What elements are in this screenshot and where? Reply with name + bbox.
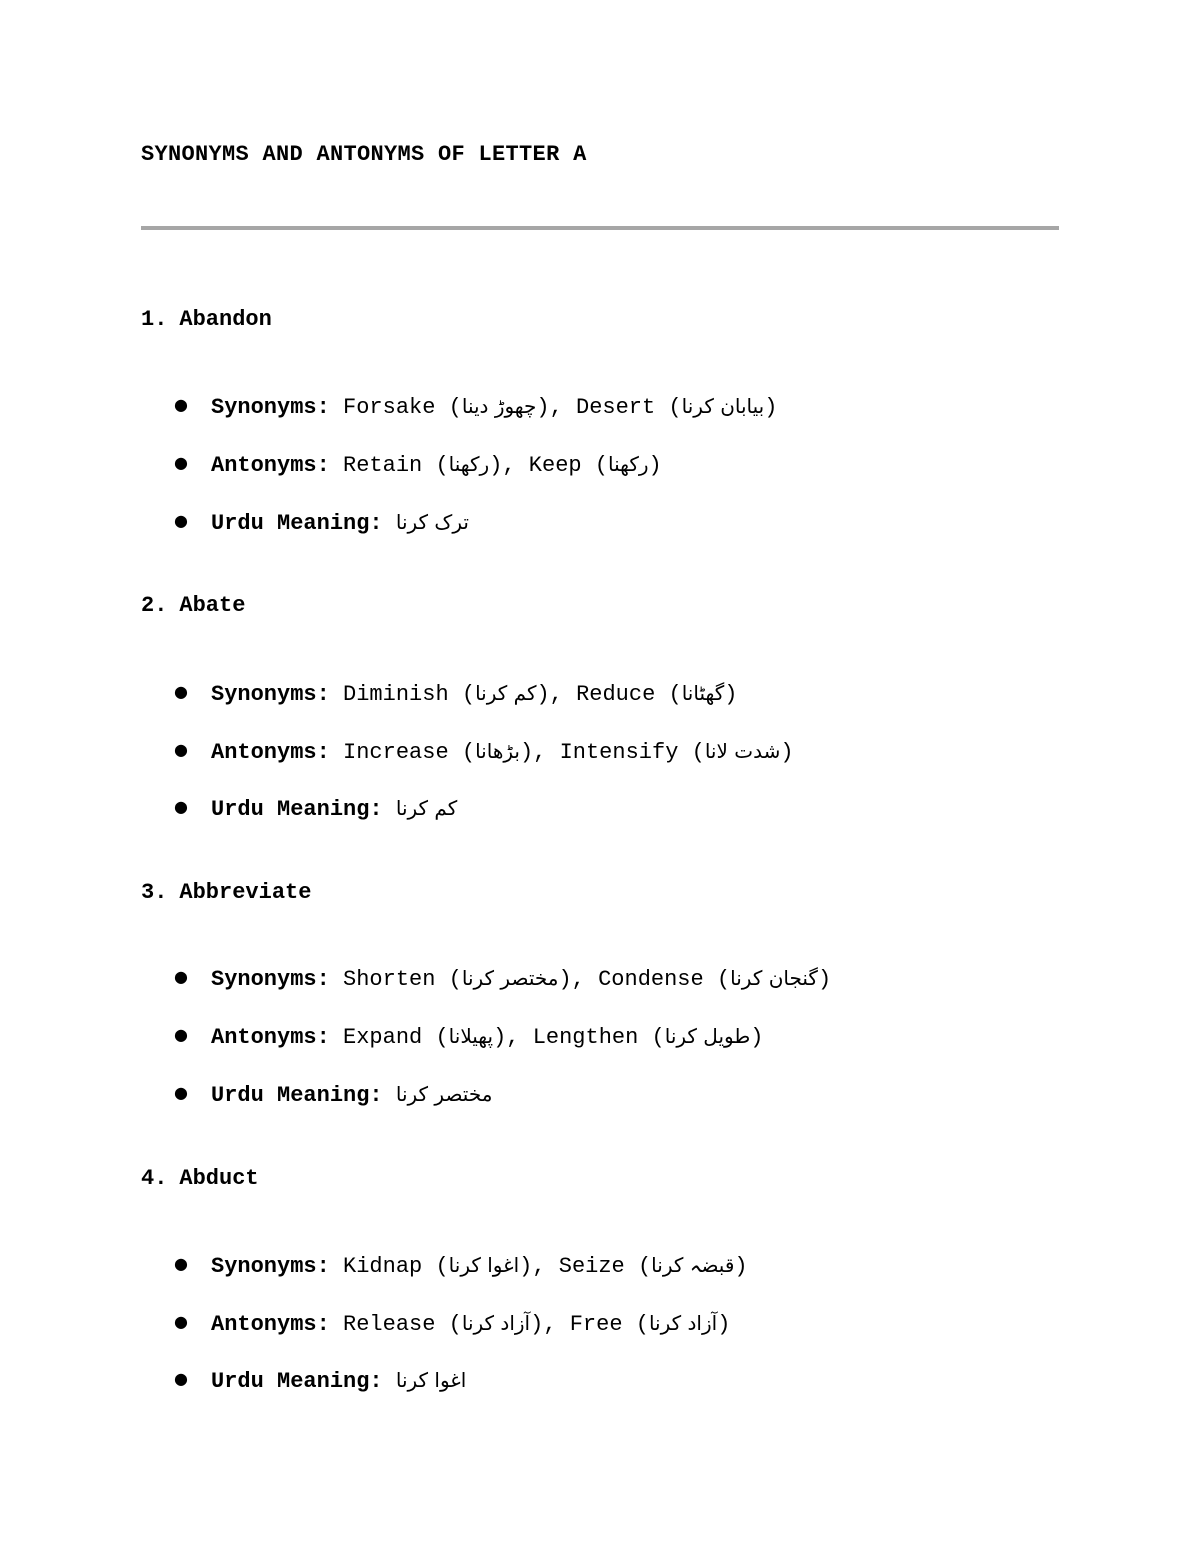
antonym-urdu: آزاد کرنا xyxy=(648,1311,718,1335)
bullet-icon: ● xyxy=(174,1254,188,1274)
antonyms-item: ● Antonyms: Increase (بڑھانا), Intensify (شدت لانا) xyxy=(174,737,794,767)
bullet-icon: ● xyxy=(174,1083,188,1103)
bullet-icon: ● xyxy=(174,967,188,987)
bullet-icon: ● xyxy=(174,453,188,473)
antonym-urdu: رکھنا xyxy=(608,452,649,476)
entry-word: Abbreviate xyxy=(179,880,312,905)
entry-word: Abduct xyxy=(179,1166,259,1191)
synonyms-label: Synonyms: xyxy=(211,682,330,707)
synonym-urdu: مختصر کرنا xyxy=(461,966,559,990)
synonyms-label: Synonyms: xyxy=(211,967,330,992)
antonym-word: Free xyxy=(569,1312,623,1337)
bullet-icon: ● xyxy=(174,797,188,817)
entry-number: 2. xyxy=(141,593,168,618)
antonym-urdu: شدت لانا xyxy=(704,739,781,763)
synonym-word: Condense xyxy=(598,967,704,992)
entry-number: 3. xyxy=(141,880,168,905)
bullet-icon: ● xyxy=(174,682,188,702)
antonym-word: Increase xyxy=(343,740,449,765)
urdu-meaning-text: کم کرنا xyxy=(395,796,458,820)
entry-heading xyxy=(141,306,272,334)
urdu-meaning-item xyxy=(174,1366,466,1396)
antonyms-item: ● Antonyms: Retain (رکھنا), Keep (رکھنا) xyxy=(174,450,662,480)
synonym-urdu: گھٹانا xyxy=(681,681,725,705)
bullet-icon: ● xyxy=(174,740,188,760)
urdu-meaning-label: Urdu Meaning: xyxy=(211,1083,383,1108)
synonym-word: Shorten xyxy=(343,967,436,992)
urdu-meaning-label: Urdu Meaning: xyxy=(211,797,383,822)
antonyms-item: ● Antonyms: Release (آزاد کرنا), Free (آزاد کرنا) xyxy=(174,1309,730,1339)
antonym-urdu: رکھنا xyxy=(448,452,490,476)
entry-heading xyxy=(141,1165,259,1193)
antonyms-label: Antonyms: xyxy=(211,740,330,765)
antonym-word: Expand xyxy=(343,1025,423,1050)
synonym-urdu: چھوڑ دینا xyxy=(461,394,537,418)
horizontal-rule xyxy=(141,226,1059,230)
synonym-word: Diminish xyxy=(343,682,449,707)
synonyms-label: Synonyms: xyxy=(211,1254,330,1279)
entry-number: 4. xyxy=(141,1166,168,1191)
synonym-urdu: کم کرنا xyxy=(475,681,537,705)
synonym-urdu: بیابان کرنا xyxy=(681,394,765,418)
bullet-icon: ● xyxy=(174,511,188,531)
antonym-urdu: بڑھانا xyxy=(475,739,520,763)
synonym-word: Seize xyxy=(558,1254,625,1279)
synonyms-label: Synonyms: xyxy=(211,395,330,420)
synonym-word: Forsake xyxy=(343,395,436,420)
urdu-meaning-text: ترک کرنا xyxy=(395,510,469,534)
synonyms-item: ● Synonyms: Kidnap (اغوا کرنا), Seize (قبضہ کرنا) xyxy=(174,1251,748,1281)
synonym-word: Desert xyxy=(576,395,656,420)
antonyms-label: Antonyms: xyxy=(211,1312,330,1337)
synonym-urdu: قبضہ کرنا xyxy=(651,1253,735,1277)
urdu-meaning-label: Urdu Meaning: xyxy=(211,511,383,536)
antonym-urdu: آزاد کرنا xyxy=(461,1311,531,1335)
urdu-meaning-text: اغوا کرنا xyxy=(395,1368,467,1392)
antonym-word: Intensify xyxy=(559,740,679,765)
bullet-icon: ● xyxy=(174,1025,188,1045)
synonyms-item: ● Synonyms: Diminish (کم کرنا), Reduce (گھٹانا) xyxy=(174,679,737,709)
synonym-urdu: اغوا کرنا xyxy=(448,1253,520,1277)
antonyms-label: Antonyms: xyxy=(211,1025,330,1050)
antonyms-label: Antonyms: xyxy=(211,453,330,478)
antonym-word: Keep xyxy=(528,453,582,478)
urdu-meaning-item xyxy=(174,508,469,538)
antonym-urdu: پھیلانا xyxy=(448,1024,494,1048)
entry-number: 1. xyxy=(141,307,168,332)
antonym-word: Lengthen xyxy=(532,1025,639,1050)
antonym-word: Retain xyxy=(343,453,423,478)
entry-heading xyxy=(141,879,311,907)
entry-word: Abate xyxy=(179,593,246,618)
bullet-icon: ● xyxy=(174,1369,188,1389)
document-title: SYNONYMS AND ANTONYMS OF LETTER A xyxy=(141,142,587,167)
urdu-meaning-text: مختصر کرنا xyxy=(395,1082,493,1106)
synonym-urdu: گنجان کرنا xyxy=(730,966,818,990)
urdu-meaning-label: Urdu Meaning: xyxy=(211,1369,383,1394)
synonym-word: Kidnap xyxy=(343,1254,423,1279)
urdu-meaning-item xyxy=(174,1080,492,1110)
entry-heading xyxy=(141,592,245,620)
antonym-urdu: طویل کرنا xyxy=(664,1024,751,1048)
antonyms-item: ● Antonyms: Expand (پھیلانا), Lengthen (طویل کرنا) xyxy=(174,1022,763,1052)
antonym-word: Release xyxy=(343,1312,436,1337)
bullet-icon: ● xyxy=(174,395,188,415)
bullet-icon: ● xyxy=(174,1312,188,1332)
synonyms-item: ● Synonyms: Shorten (مختصر کرنا), Condense (گنجان کرنا) xyxy=(174,964,831,994)
synonyms-item: ● Synonyms: Forsake (چھوڑ دینا), Desert (بیابان کرنا) xyxy=(174,392,777,422)
entry-word: Abandon xyxy=(179,307,272,332)
urdu-meaning-item xyxy=(174,794,457,824)
synonym-word: Reduce xyxy=(576,682,656,707)
